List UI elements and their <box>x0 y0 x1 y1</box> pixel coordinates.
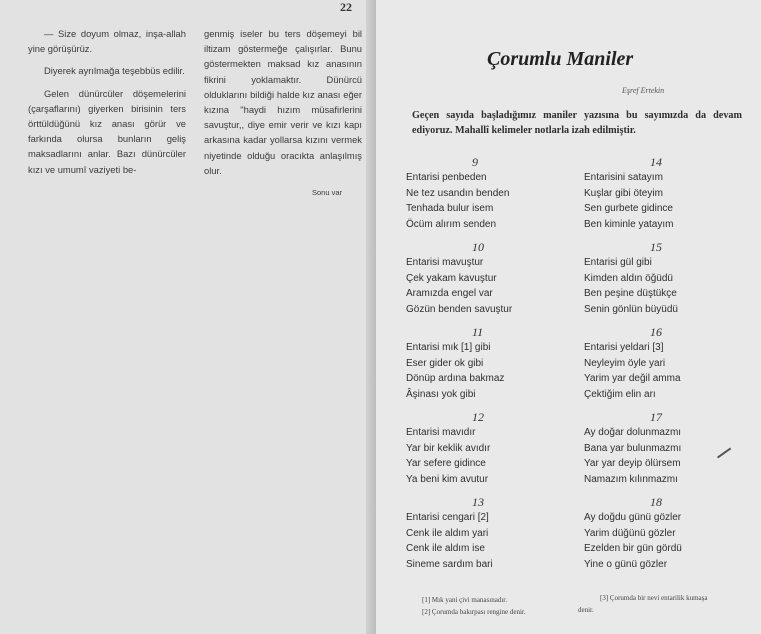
stanza-number: 13 <box>472 495 484 509</box>
verse-line: Çektiğim elin arı <box>584 388 656 400</box>
paragraph: Diyerek ayrılmağa teşebbüs edilir. <box>44 65 185 77</box>
verse-line: Yar bir keklik avıdır <box>406 442 491 454</box>
mani-stanza <box>584 239 734 324</box>
mani-stanza <box>584 494 734 579</box>
footnote: [2] Çorumda bakırpası rengine denir. <box>422 608 526 616</box>
verse-line: Ezelden bir gün gördü <box>584 543 682 555</box>
verse-line: Çek yakam kavuştur <box>406 272 497 284</box>
stanza-number: 15 <box>650 240 662 254</box>
verse-line: Entarisi cengari [2] <box>406 512 489 523</box>
verse-line: Âşinası yok gibi <box>406 388 476 400</box>
mani-stanza <box>584 154 734 239</box>
continued-note: Sonu var <box>311 188 342 198</box>
article-intro <box>412 108 742 138</box>
left-page <box>0 0 376 634</box>
verse-line: Entarisi penbeden <box>406 172 487 183</box>
footnote: denir. <box>578 606 594 614</box>
mani-stanza <box>406 409 556 494</box>
footnote: [3] Çorumda bir nevi entarilik kumaşa <box>600 594 708 602</box>
left-column-b <box>204 26 362 200</box>
verse-line: Senin gönlün büyüdü <box>584 303 678 315</box>
paragraph: Gelen dünürcüler döşemelerini (çarşaflarını) giyerken birisinin ters örttüldüğünü kız anası görür ve farkında olursa bunların geliş maksadlarını anlar. Bazı dünürcüler kızı ve umumî vaziyeti be- <box>28 87 186 175</box>
mani-stanza <box>406 154 556 239</box>
mani-column-right <box>584 154 734 579</box>
verse-line: Sen gurbete gidince <box>584 203 673 215</box>
verse-line: Yar yar deyip ölürsem <box>584 458 681 470</box>
verse-line: Bana yar bulunmazmı <box>584 442 682 454</box>
verse-line: Eser gider ok gibi <box>406 357 484 369</box>
mani-stanza <box>584 409 734 494</box>
verse-line: Entarisi mık [1] gibi <box>406 342 491 353</box>
left-column-a <box>28 26 186 184</box>
stanza-number: 16 <box>650 325 662 339</box>
verse-line: Entarisi yeldari [3] <box>584 342 664 353</box>
verse-line: Dönüp ardına bakmaz <box>406 373 505 385</box>
verse-line: Ya beni kim avutur <box>406 473 489 485</box>
stanza-number: 10 <box>472 240 484 254</box>
verse-line: Öcüm alırım senden <box>406 218 497 230</box>
mani-stanza <box>584 324 734 409</box>
stanza-number: 14 <box>650 155 662 169</box>
stanza-number: 12 <box>472 410 484 424</box>
verse-line: Kuşlar gibi öteyim <box>584 187 663 199</box>
stanza-number: 9 <box>472 155 478 169</box>
verse-line: Ay doğdu günü gözler <box>584 512 682 523</box>
verse-line: Entarisi mavuştur <box>406 257 484 268</box>
verse-line: Cenk ile aldım yari <box>406 527 489 539</box>
mani-column-left <box>406 154 556 579</box>
stanza-number: 18 <box>650 495 662 509</box>
stanza-number: 11 <box>472 325 484 339</box>
verse-line: Tenhada bulur isem <box>406 203 494 215</box>
verse-line: Ne tez usandın benden <box>406 187 510 199</box>
verse-line: Entarisi mavıdır <box>406 427 476 438</box>
verse-line: Cenk ile aldım ise <box>406 543 485 555</box>
verse-line: Sineme sardım bari <box>406 558 493 570</box>
verse-line: Kimden aldın öğüdü <box>584 272 673 284</box>
page-number: 22 <box>340 0 352 14</box>
verse-line: Yarim yar değil amma <box>584 373 681 385</box>
article-title: Çorumlu Maniler <box>487 48 634 70</box>
paragraph: — Size doyum olmaz, inşa-allah yine görüşürüz. <box>28 28 186 55</box>
paragraph: genmiş iseler bu ters döşemeyi bil iltizam göstermeğe çalışırlar. Bunu göstermekten maksad kız anasının fikrini yoklamaktır. Dünürcü olduklarını bildiği halde kız anası eğer kızına "haydi hızım müsafirlerini savuştur,, diye emir verir ve kızı kapı arkasına kadar yollarsa kızını vermek niyetinde olduğu oracıkta anlaşılmış olur. <box>204 28 362 176</box>
footnote: [1] Mık yani çivi manasınadır. <box>422 596 507 604</box>
verse-line: Ay doğar dolunmazmı <box>584 427 682 438</box>
verse-line: Neyleyim öyle yari <box>584 357 666 369</box>
verse-line: Ben peşine düştükçe <box>584 288 677 300</box>
stanza-number: 17 <box>650 410 662 424</box>
verse-line: Aramızda engel var <box>406 288 493 300</box>
mani-stanza <box>406 494 556 579</box>
mani-stanza <box>406 324 556 409</box>
verse-line: Namazım kılınmazmı <box>584 473 678 485</box>
verse-line: Yar sefere gidince <box>406 458 486 470</box>
verse-line: Entarisi gül gibi <box>584 257 652 268</box>
verse-line: Entarisini satayım <box>584 172 663 183</box>
article-author: Eşref Ertekin <box>622 86 665 95</box>
verse-line: Gözün benden savuştur <box>406 303 513 315</box>
verse-line: Ben kiminle yatayım <box>584 218 674 230</box>
verse-line: Yine o günü gözler <box>584 558 668 570</box>
intro-text: Geçen sayıda başladığımız maniler yazısına bu sayımızda da devam ediyoruz. Mahallî kelimeler notlarla izah edilmiştir. <box>412 110 742 136</box>
verse-line: Yarim düğünü gözler <box>584 527 676 539</box>
mani-stanza <box>406 239 556 324</box>
